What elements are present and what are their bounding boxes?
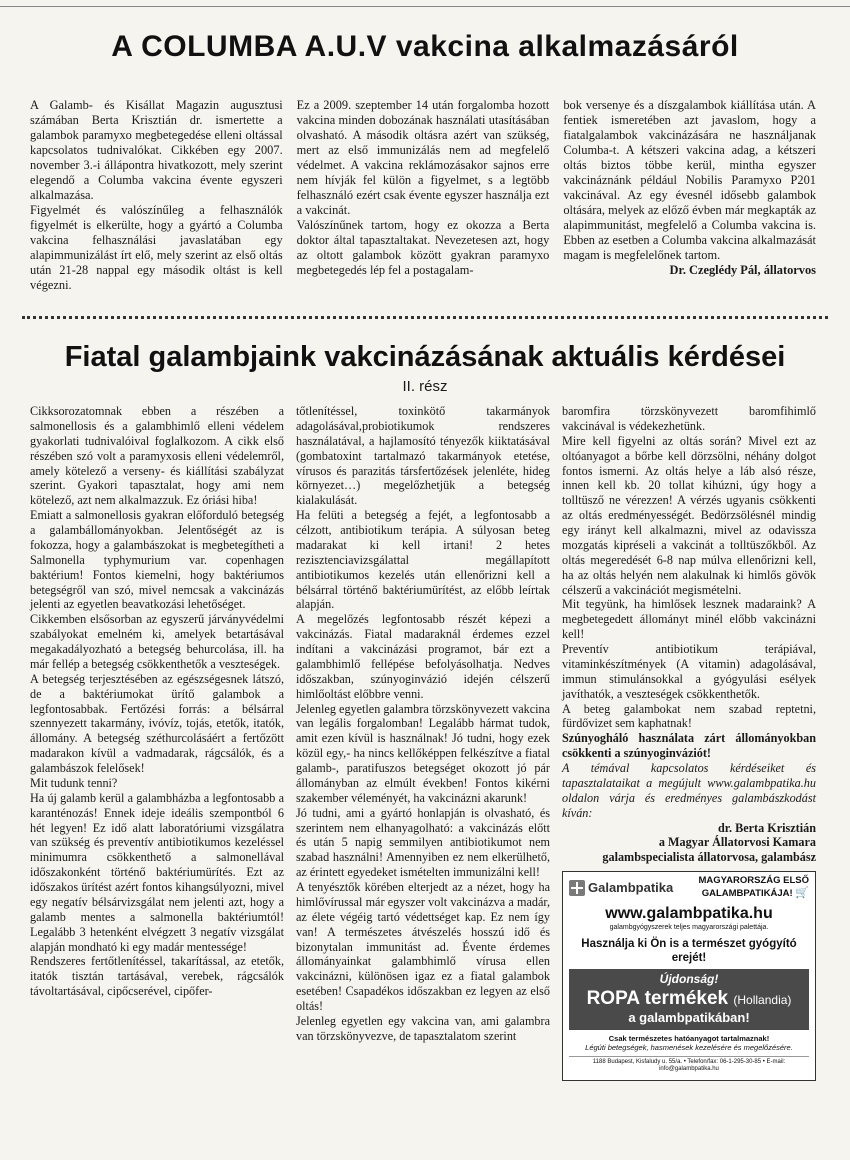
author-title: galambspecialista állatorvosa, galambász	[602, 850, 816, 865]
author-affiliation: a Magyar Állatorvosi Kamara	[658, 835, 816, 850]
ad-tagline-line2: GALAMBPATIKÁJA!	[701, 888, 793, 900]
article2-paragraph: Ha új galamb kerül a galambházba a legfontosabb a karanténozás! Ennek ideje ideális szempontból 6 hét legyen! Ez idő alatt laboratóriumi vizsgálatra van szükség és preventív antibiotikumos kezeléssel minimumra csökkenthető a salmonellával időszakonként történő baktériumürítés. Ezt az időszakos ürítést azért fontos kihangsúlyozni, mivel egy negatív bélsárvizsgálat nem jelenti azt, hogy a galamb mentes a salmonella baktériumtól! Legalább 3 hetenként elvégzett 3 negatív vizsgálat alapján mondható ki egy madár mentessége!	[30, 790, 284, 954]
article1-column-1	[30, 98, 283, 293]
ad-product-line	[571, 987, 807, 1010]
article2-paragraph: A tenyésztők körében elterjedt az a nézet, hogy ha himlővírussal már egyszer volt vakcinázva a madár, az élete végéig tartó védettséget kap. Ez nem így van! A természetes átvészelés hosszú idő és bizonytalan immunitást ad. Évente érdemes állományainkat galambhimlő vírusa ellen vakcinázni, különösen igaz ez a fiatal galambok esetében! Csapadékos időszakban ez legyen az első oltás!	[296, 880, 550, 1013]
galambpatika-logo	[569, 880, 673, 896]
article2-column-1	[30, 404, 284, 1081]
shopping-cart-icon: 🛒	[795, 887, 809, 900]
article2-paragraph: Preventív antibiotikum terápiával, vitaminkészítmények (A vitamin) adagolásával, immun stimulánsokkal a gyógyulási esélyek javíthatók, a veszteségek csökkenthetők.	[562, 642, 816, 701]
article2-paragraph: Cikksorozatomnak ebben a részében a salmonellosis és a galambhimlő elleni védelem gyakorlati tudnivalóival foglalkozom. A cikk első részében szó volt a paramyxosis elleni védelemről, amely kötelező a verseny- és kiállítási szabályzat szerint. Gyakori tapasztalat, hogy ami nem kötelező, azt nem alkalmazzuk. Ez óriási hiba!	[30, 404, 284, 508]
article1-column-2	[297, 98, 550, 293]
article1-paragraph: bok versenye és a díszgalambok kiállítása után. A fentiek ismeretében azt javaslom, hogy a fiatalgalambok vakcinázására ne használjanak Columba-t. A kétszeri vakcina adag, a kétszeri oltás biztos többe kerül, mintha egyszer vakcináznánk például Nobilis Paramyxo P201 vakcinával. Az egy évesnél idősebb galambok oltására, melyek az előző évben már megkapták az alapimmunitást, megfelelő a Columba vakcina is. Ebben az esetben a Columba vakcina alkalmazását magam is megfelelőnek tartom.	[563, 98, 817, 262]
article2-paragraph: Mit tegyünk, ha himlősek lesznek madaraink? A megbetegedett állományt minél előbb vakcinázni kell!	[562, 597, 816, 642]
ad-website-link[interactable]: www.galambpatika.hu	[605, 904, 773, 922]
article1-signature: Dr. Czeglédy Pál, állatorvos	[669, 263, 817, 277]
article2-column-3	[562, 404, 816, 1081]
article2-paragraph: Jelenleg egyetlen galambra törzskönyvezett vakcina van legális forgalomban! Legalább hármat tudok, amit ezen kívül is használnak! Jó tudni, hogy ezek közül egy,- ha nincs kellőképpen felkészítve a fiatal galamb-, paratifuszos betegséget okozott jó pár állományban az elmúlt években! Fontos kikérni szakember véleményét, ha vakcinázni akarunk!	[296, 701, 550, 805]
ad-url-subtitle: galambgyógyszerek teljes magyarországi palettája.	[609, 924, 769, 932]
article1-column-3	[563, 98, 816, 293]
ad-usage-note: Légúti betegségek, hasmenések kezelésére és megelőzésére.	[585, 1042, 793, 1052]
pharmacy-cross-icon	[569, 880, 585, 896]
article1-paragraph: Figyelmét és valószínűleg a felhasználók figyelmét is elkerülte, hogy a gyártó a Columba vakcina felhasználási javaslatában egy alapimmunizálást írt elő, mely szerint az első oltás után 21-28 nappal egy második oltást is kell végezni.	[30, 203, 283, 292]
ad-availability: a galambpatikában!	[628, 1009, 750, 1025]
article2-highlight: Szúnyogháló használata zárt állományokban csökkenti a szúnyoginváziót!	[562, 731, 816, 761]
ad-product-banner	[569, 969, 809, 1030]
article1-body	[30, 98, 816, 293]
ad-tagline-line1: MAGYARORSZÁG ELSŐ	[698, 875, 809, 887]
article2-subtitle: II. rész	[402, 378, 448, 395]
article2-paragraph: A beteg galambokat nem szabad reptetni, fürdővizet sem kaphatnak!	[562, 701, 816, 731]
article1-paragraph: A Galamb- és Kisállat Magazin augusztusi számában Berta Krisztián dr. ismertette a galambok paramyxo megbetegedése elleni oltással kapcsolatos tudnivalókat. Cikkében egy 2007. november 3.-i állápontra hivatkozott, mely szerint elegendő a Columba vakcina évente egyszeri alkalmazása.	[30, 98, 283, 202]
article1-paragraph: Valószínűnek tartom, hogy ez okozza a Berta doktor által tapasztaltakat. Nevezetesen azt, hogy az oltott galambok között gyakran paramyxo megbetegedés lép fel a postagalam-	[296, 218, 550, 277]
article2-body	[30, 404, 816, 1081]
article2-paragraph: Cikkemben elsősorban az egyszerű járványvédelmi szabályokat emelném ki, amelyek betartásával megakadályozható a betegség behurcolása, ill. ha már fellép a betegség csökkenthetők a veszteségek.	[30, 612, 284, 671]
article2-title: Fiatal galambjaink vakcinázásának aktuális kérdései	[64, 341, 786, 373]
page-top-rule	[0, 0, 850, 7]
article2-paragraph: Emiatt a salmonellosis gyakran előforduló betegség a galambállományokban. Jelentőségét az is fokozza, hogy a galambászokat is megbetegítheti a Salmonella typhymurium var. copenhagen baktérium! Fontos kiemelni, hogy baktériumos betegségről van szó, mivel nemcsak a vakcinázás jelenti az egyetlen beavatkozási lehetőséget.	[30, 508, 284, 612]
article2-column-2	[296, 404, 550, 1081]
ad-new-label: Újdonság!	[659, 972, 719, 987]
article2-paragraph: Mit tudunk tenni?	[30, 775, 118, 790]
article2-paragraph: Mire kell figyelni az oltás során? Mivel ezt az oltóanyagot a bőrbe kell dörzsölni, néhány dolgot fontos ismerni. Az oltás helye a láb alsó része, innen kell kb. 20 tollat kihúzni, úgy hogy a tolltüsző ne vérezzen! A vérzés ugyanis csökkenti az oltás eredményességét. Bedörzsölésnél mindig egy irányt kell alkalmazni, mivel az odavissza mozgatás kipréseli a vakcinát a tolltüszőkből. Az oltás megeredését 6-8 nap múlva ellenőrizni kell, ha az oltás helyén nem alakulnak ki himlős gövök célszerű a vakcinációt megismételni.	[562, 433, 816, 597]
author-name: dr. Berta Krisztián	[717, 820, 816, 835]
article2-paragraph: baromfira törzskönyvezett baromfihimlő vakcinával is védekezhetünk.	[562, 404, 816, 433]
article2-paragraph: Rendszeres fertőtlenítéssel, takarítással, az etetők, itatók tisztán tartásával, verebek, rágcsálók távoltartásával, cipőcserével, cipőfer-	[30, 954, 284, 999]
article2-paragraph: tőtlenítéssel, toxinkötő takarmányok adagolásával,probiotikumok rendszeres használatával, a hajlamosító tényezők kiiktatásával (gombatoxint tartalmazó takarmányok etetése, vírusos és parazitás társfertőzések jelenléte, hideg környezet…) megelőzhetjük a betegség kialakulását.	[296, 404, 550, 508]
article2-paragraph: Jelenleg egyetlen egy vakcina van, ami galambra van törzskönyvezve, de tapasztalatom szerint	[296, 1013, 550, 1043]
article1-title: A COLUMBA A.U.V vakcina alkalmazásáról	[111, 30, 739, 63]
section-divider	[22, 316, 828, 319]
article2-closing-note: A témával kapcsolatos kérdéseiket és tapasztalataikat a megújult www.galambpatika.hu oldalon várja és eredményes galambászkodást kíván:	[562, 761, 816, 820]
article2-paragraph: Jó tudni, ami a gyártó honlapján is olvasható, és szerintem nem elhanyagolható: a vakcinázás előtt és után 5 napig semmilyen antibiotikumot nem szabad használni! Amennyiben ez nem elkerülhető, az érintett egyedeket ismételten immunizálni kell!	[296, 805, 550, 880]
ad-product-name: ROPA termékek	[586, 987, 729, 1009]
article2-paragraph: A betegség terjesztésében az egészségesnek látszó, de a baktériumokat ürítő galambok a legfontosabbak. Fertőzési forrás: a bélsárral szennyezett takarmány, ivóvíz, tojás, etetők, itatók, állomány. A betegség széthurcolásáért a fertőzött madarakon kívül a vadmadarak, rágcsálók, és a galambászok felelősek!	[30, 671, 284, 775]
article1-paragraph: Ez a 2009. szeptember 14 után forgalomba hozott vakcina minden dobozának használati utasításában olvasható. A második oltásra azért van szükség, mert az első immunizálás nem ad megfelelő védelmet. A vakcina reklámozásakor sajnos erre nem hívják fel külön a figyelmet, s a legtöbb felhasználó ezért csak évente egyszer használja ezt a vakcinát.	[296, 98, 550, 217]
ad-tagline	[699, 876, 810, 900]
ad-slogan: Használja ki Ön is a természet gyógyító erejét!	[581, 938, 797, 965]
ad-product-origin: (Hollandia)	[733, 992, 792, 1007]
logo-text: Galambpatika	[588, 880, 674, 896]
article2-paragraph: A megelőzés legfontosabb részét képezi a vakcinázás. Fiatal madaraknál érdemes ezzel indítani a vakcinázási programot, bár ezt a galambhimlő fellépése befolyásolhatja. Nedves időszakban, szúnyoginvázió idején célszerű himlőoltást előbbre venni.	[296, 612, 550, 701]
ad-contact-info: 1188 Budapest, Kisfaludy u. 55/a. • Telefon/fax: 06-1-295-30-85 • E-mail: info@galambpatika.hu	[569, 1056, 809, 1074]
ad-header	[569, 876, 809, 900]
galambpatika-advertisement[interactable]	[562, 871, 816, 1080]
ad-natural-claim: Csak természetes hatóanyagot tartalmaznak!	[608, 1033, 770, 1043]
article2-paragraph: Ha felüti a betegség a fejét, a legfontosabb a célzott, antibiotikum terápia. A súlyosan beteg madarakat ki kell irtani! 2 hetes rezisztenciavizsgálattal megállapított antibiotikumos kezelés után ellenőrizni kell a bélsárral történő baktériumürítést, az előbb leírtak alapján.	[296, 508, 550, 612]
